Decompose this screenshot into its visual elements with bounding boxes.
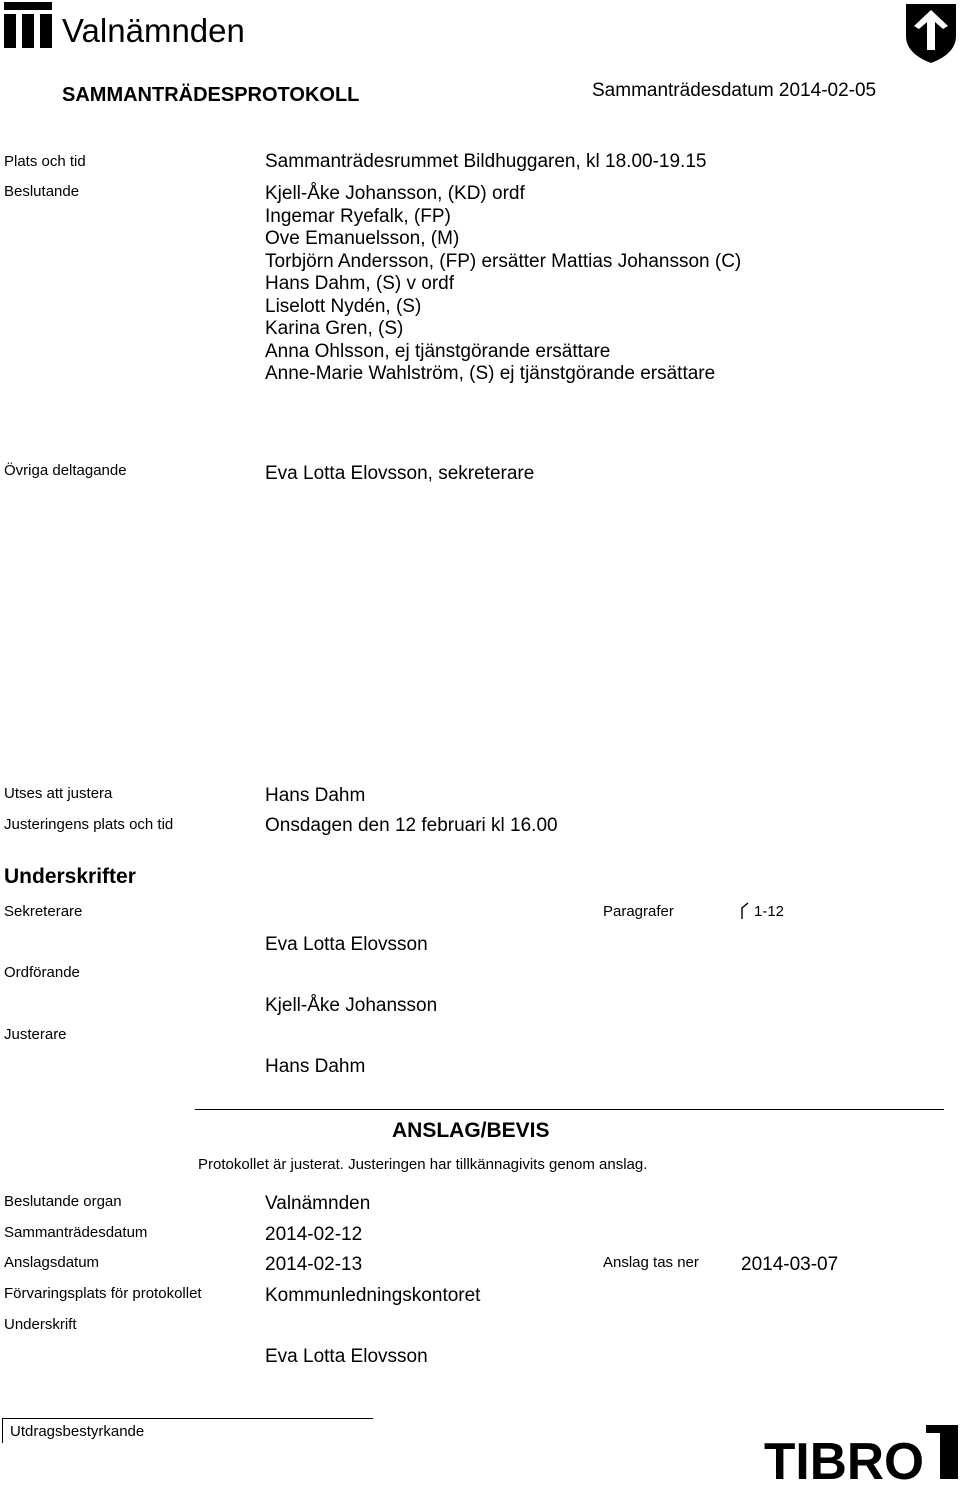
notice-signature-label: Underskrift <box>4 1316 77 1333</box>
member-item: Hans Dahm, (S) v ordf <box>265 273 454 294</box>
deciding-label: Beslutande <box>4 183 80 200</box>
others-label: Övriga deltagande <box>4 462 127 479</box>
secretary-label: Sekreterare <box>4 903 83 920</box>
certification-label: Utdragsbestyrkande <box>10 1423 145 1440</box>
chair-name: Kjell-Åke Johansson <box>265 995 438 1016</box>
member-item: Liselott Nydén, (S) <box>265 296 422 317</box>
notice-note: Protokollet är justerat. Justeringen har tillkännagivits genom anslag. <box>198 1156 648 1173</box>
paragraphs-label: Paragrafer <box>603 903 674 920</box>
adjust-time-value: Onsdagen den 12 februari kl 16.00 <box>265 815 558 836</box>
document-type: SAMMANTRÄDESPROTOKOLL <box>62 84 360 106</box>
member-item: Ingemar Ryefalk, (FP) <box>265 206 451 227</box>
others-value: Eva Lotta Elovsson, sekreterare <box>265 463 535 484</box>
notice-heading: ANSLAG/BEVIS <box>392 1119 550 1142</box>
paragraphs-value: 1-12 <box>754 903 785 920</box>
notice-date-label: Sammanträdesdatum <box>4 1224 148 1241</box>
member-item: Torbjörn Andersson, (FP) ersätter Mattias Johansson (C) <box>265 251 742 272</box>
signature-adjuster-label: Justerare <box>4 1026 67 1043</box>
organ-label: Beslutande organ <box>4 1193 122 1210</box>
member-item: Karina Gren, (S) <box>265 318 404 339</box>
adjuster-value: Hans Dahm <box>265 785 366 806</box>
posted-label: Anslagsdatum <box>4 1254 100 1271</box>
signature-adjuster-name: Hans Dahm <box>265 1056 366 1077</box>
meeting-date: Sammanträdesdatum 2014-02-05 <box>592 80 877 101</box>
signatures-heading: Underskrifter <box>4 865 136 888</box>
posted-value: 2014-02-13 <box>265 1254 363 1275</box>
municipality-t-logo <box>4 2 52 48</box>
notice-date-value: 2014-02-12 <box>265 1224 363 1245</box>
storage-value: Kommunledningskontoret <box>265 1285 481 1306</box>
member-item: Kjell-Åke Johansson, (KD) ordf <box>265 183 525 204</box>
organ-value: Valnämnden <box>265 1193 371 1214</box>
member-item: Anna Ohlsson, ej tjänstgörande ersättare <box>265 341 611 362</box>
adjuster-label: Utses att justera <box>4 785 113 802</box>
svg-text:TIBRO: TIBRO <box>764 1433 924 1483</box>
section-divider <box>195 1109 944 1110</box>
secretary-name: Eva Lotta Elovsson <box>265 934 428 955</box>
removed-value: 2014-03-07 <box>741 1254 839 1275</box>
paragraph-bracket-icon <box>741 902 749 920</box>
tibro-logo <box>764 1423 958 1483</box>
member-item: Ove Emanuelsson, (M) <box>265 228 460 249</box>
organization-title: Valnämnden <box>62 12 245 49</box>
place-label: Plats och tid <box>4 153 86 170</box>
member-item: Anne-Marie Wahlström, (S) ej tjänstgörande ersättare <box>265 363 716 384</box>
adjust-time-label: Justeringens plats och tid <box>4 816 174 833</box>
removed-label: Anslag tas ner <box>603 1254 699 1271</box>
notice-signature-name: Eva Lotta Elovsson <box>265 1346 428 1367</box>
storage-label: Förvaringsplats för protokollet <box>4 1285 202 1302</box>
chair-label: Ordförande <box>4 964 80 981</box>
place-value: Sammanträdesrummet Bildhuggaren, kl 18.00-19.15 <box>265 151 707 172</box>
coat-of-arms-icon <box>904 2 958 64</box>
